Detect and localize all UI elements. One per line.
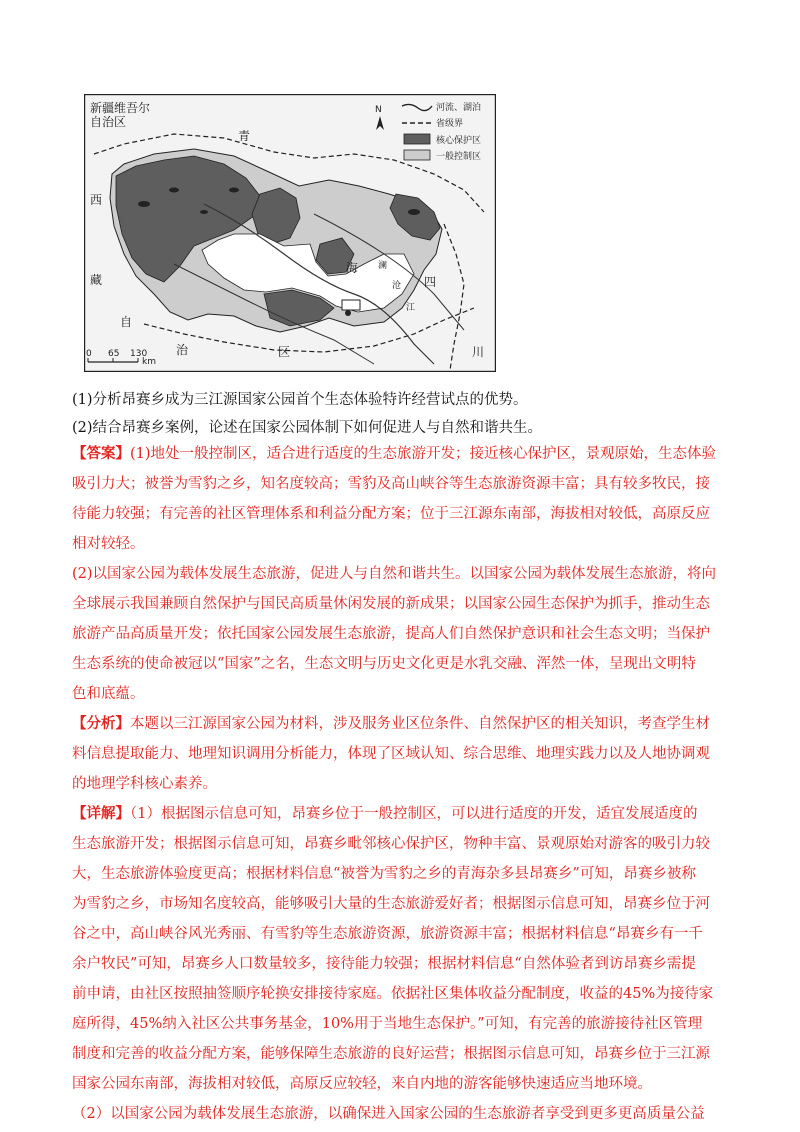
- detail-line: 前申请，由社区按照抽签顺序轮换安排接待家庭。依据社区集体收益分配制度，收益的45%为接待家: [72, 986, 714, 1002]
- detail-line: （2）以国家公园为载体发展生态旅游，以确保进入国家公园的生态旅游者享受到更多更高质量公益: [72, 1106, 705, 1122]
- legend-core-symbol: [404, 134, 430, 144]
- svg-text:N: N: [375, 105, 382, 115]
- label-xi: 西: [90, 193, 103, 207]
- detail-line: 谷之中，高山峡谷风光秀丽、有雪豹等生态旅游资源，旅游资源丰富；根据材料信息“昂赛乡有一千: [72, 926, 703, 942]
- label-qu: 区: [278, 345, 291, 359]
- lake: [138, 201, 150, 207]
- label-qing: 青: [238, 129, 251, 143]
- answer-line: 【答案】(1)地处一般控制区，适合进行适度的生态旅游开发；接近核心保护区，景观原始，生态体验: [72, 445, 717, 462]
- answer-line: 全球展示我国兼顾自然保护与国民高质量休闲发展的新成果；以国家公园生态保护为抓手，推动生态: [72, 596, 710, 612]
- sanjiangyuan-map: [84, 94, 496, 372]
- label-chuan: 川: [472, 345, 485, 359]
- answer-tag: 【答案】: [72, 445, 130, 462]
- scale-mid: 65: [108, 349, 120, 359]
- detail-line: 【详解】（1）根据图示信息可知，昂赛乡位于一般控制区，可以进行适度的开发，适宜发展适度的: [72, 805, 698, 822]
- label-zang: 藏: [90, 273, 103, 287]
- legend-core-label: 核心保护区: [436, 136, 482, 146]
- legend-river-label: 河流、湖泊: [436, 103, 482, 113]
- label-river-lan: 澜: [378, 261, 388, 271]
- question-1: (1)分析昂赛乡成为三江源国家公园首个生态体验特许经营试点的优势。: [72, 392, 528, 408]
- answer-line: 吸引力大；被誉为雪豹之乡，知名度较高；雪豹及高山峡谷等生态旅游资源丰富；具有较多牧民，接: [72, 476, 710, 492]
- legend-boundary-label: 省级界: [436, 119, 464, 129]
- answer-line: 待能力较强；有完善的社区管理体系和利益分配方案；位于三江源东南部，海拔相对较低，高原反应: [72, 506, 710, 522]
- lake: [200, 210, 208, 214]
- detail-line: 制度和完善的收益分配方案，能够保障生态旅游的良好运营；根据图示信息可知，昂赛乡位于三江源: [72, 1046, 710, 1062]
- label-river-jiang: 江: [406, 303, 416, 313]
- detail-tag: 【详解】: [72, 805, 130, 822]
- scale-zero: 0: [86, 349, 92, 359]
- map-svg: [84, 94, 496, 372]
- label-zhi: 治: [176, 343, 189, 357]
- analysis-line: 【分析】本题以三江源国家公园为材料，涉及服务业区位条件、自然保护区的相关知识，考查学生材: [72, 715, 710, 732]
- legend-general-label: 一般控制区: [436, 152, 482, 162]
- detail-line: 余户牧民”可知，昂赛乡人口数量较多，接待能力较强；根据材料信息“自然体验者到访昂赛乡需提: [72, 956, 696, 972]
- scale-unit: km: [142, 357, 156, 367]
- detail-line: 大，生态旅游体验度更高；根据材料信息“被誉为雪豹之乡的青海杂多县昂赛乡”可知，昂赛乡被称: [72, 866, 696, 882]
- answer-line: (2)以国家公园为载体发展生态旅游，促进人与自然和谐共生。以国家公园为载体发展生态旅游，将向: [72, 566, 717, 582]
- detail-line: 生态旅游开发；根据图示信息可知，昂赛乡毗邻核心保护区，物种丰富、景观原始对游客的吸引力较: [72, 836, 710, 852]
- analysis-line: 料信息提取能力、地理知识调用分析能力，体现了区域认知、综合思维、地理实践力以及人地协调观: [72, 746, 710, 762]
- answer-line: 旅游产品高质量开发；依托国家公园发展生态旅游，提高人们自然保护意识和社会生态文明；当保护: [72, 626, 710, 642]
- label-si: 四: [424, 275, 437, 289]
- detail-block: [72, 799, 732, 1129]
- answer-block: [72, 439, 732, 709]
- analysis-tag: 【分析】: [72, 715, 130, 732]
- angsai-dot: [345, 310, 351, 316]
- lake: [169, 188, 179, 193]
- analysis-line: 的地理学科核心素养。: [72, 776, 217, 792]
- lake: [408, 209, 420, 215]
- label-zi: 自: [120, 315, 133, 329]
- detail-line: 为雪豹之乡，市场知名度较高，能够吸引大量的生态旅游爱好者；根据图示信息可知，昂赛乡位于河: [72, 896, 710, 912]
- answer-line: 相对较轻。: [72, 536, 145, 552]
- lake: [229, 188, 239, 193]
- angsai-marker: [342, 300, 360, 310]
- analysis-block: [72, 709, 732, 799]
- legend-general-symbol: [404, 150, 430, 160]
- label-river-cang: 沧: [392, 281, 402, 291]
- answer-line: 色和底蕴。: [72, 686, 145, 702]
- scale-end: 130: [130, 349, 148, 359]
- answer-line: 生态系统的使命被冠以“国家”之名，生态文明与历史文化更是水乳交融、浑然一体，呈现出文明特: [72, 656, 696, 672]
- detail-line: 国家公园东南部，海拔相对较低，高原反应较轻，来自内地的游客能够快速适应当地环境。: [72, 1076, 652, 1092]
- label-hai: 海: [346, 261, 359, 275]
- question-2: (2)结合昂赛乡案例，论述在国家公园体制下如何促进人与自然和谐共生。: [72, 420, 543, 436]
- label-xinjiang: 新疆维吾尔自治区: [90, 101, 151, 129]
- detail-line: 庭所得，45%纳入社区公共事务基金，10%用于当地生态保护。”可知，有完善的旅游接待社区管理: [72, 1016, 703, 1032]
